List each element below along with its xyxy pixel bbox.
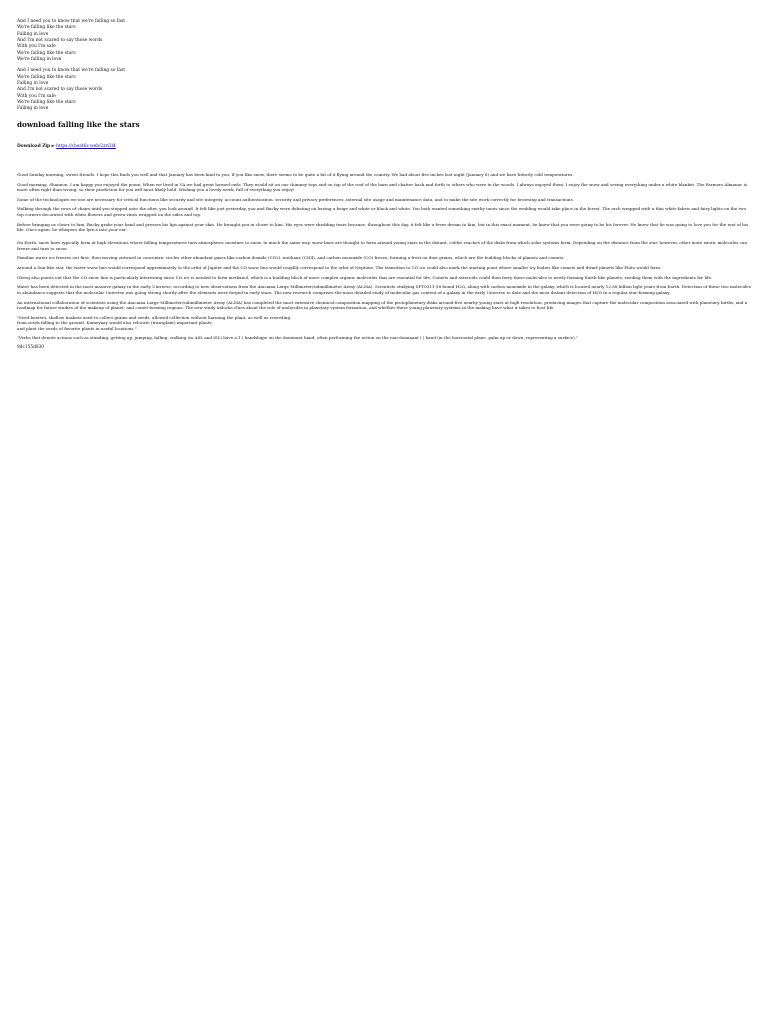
lyric-line: And I'm not scared to say those words xyxy=(17,87,103,93)
lyric-line: With you I'm safe xyxy=(17,44,56,50)
paragraph: Walking through the rows of chairs until you stepped onto the alter, you look around. It felt like just yesterday, you and Bucky were debating on having a beige and white or black and white. You both wanted something earthy tones since the wedding would take place in the forest. The arch wrapped with a thin white fabric and fairy lights on the two top corners decorated with white flowers and green vines wrapped on the sides and top. xyxy=(17,206,747,218)
quote-line: from seeds falling to the ground. Kumeyaay would also relocate (transplant) important plants, xyxy=(17,320,213,326)
lyric-line: We're falling in love xyxy=(17,57,62,63)
lyric-line: And I'm not scared to say those words xyxy=(17,38,103,44)
download-label: Download Zip ► xyxy=(17,143,55,149)
lyric-line: Falling in love xyxy=(17,106,49,112)
paragraph: Good morning, Shannon. I am happy you enjoyed the poem. When we lived in VA we had great horned owls. They would sit on our chimney tops and on top of the roof of the barn and chatter back and forth to others who were in the woods. I always enjoyed them. I enjoy the snow and seeing everything under a white blanket. The Farmers Almanac is more often right than wrong, so their prediction for you will most likely hold. Wishing you a lovely week, full of everything you enjoy! xyxy=(17,181,748,193)
paragraph: Oberg also points out that the CO snow line is particularly interesting since CO ice is needed to form methanol, which is a building block of more complex organic molecules that are essential for life. Comets and asteroids could then ferry these molecules to newly forming Earth-like planets, seeding them with the ingredients for life. xyxy=(17,274,713,280)
lyric-line: We're falling like the stars xyxy=(17,74,76,80)
lyric-line: With you I'm safe xyxy=(17,93,56,99)
download-line xyxy=(17,144,751,150)
seed-beaters-quote xyxy=(17,315,751,331)
lyrics-block-2 xyxy=(17,68,751,112)
paragraph: Before bringing us closer to him. Bucky grabs your hand and presses his lips against your skin. He brought you in closer to him. His eyes were shedding tears because, throughout this day, it felt like a fever dream to him, but in this exact moment, he knew that you were going to be his forever. He knew that he was going to love you for the rest of his life. Once again, he whispers the lyrics into your ear. xyxy=(17,221,749,233)
quote-line: and plant the seeds of favorite plants in useful locations." xyxy=(17,325,137,331)
verbs-quote: "Verbs that denote actions such as standing, getting up, jumping, falling, walking (in ASL and ISL) have a 1 | handshape on the dominant hand, often performing the action on the non-dominant | | hand (in the horizontal plane, palm up or down, representing a surface)." xyxy=(17,335,578,341)
page-title: download falling like the stars xyxy=(17,119,140,129)
lyric-line: And I need you to know that we're falling so fast xyxy=(17,68,126,74)
hash-code: 9dc155d830 xyxy=(17,344,45,350)
article-body xyxy=(17,172,751,341)
lyric-line: Falling in love xyxy=(17,81,49,87)
page-content xyxy=(17,19,751,351)
lyric-line: We're falling like the stars xyxy=(17,100,76,106)
download-link[interactable]: https://cheat6z.web/2zri3l4 xyxy=(56,143,116,149)
lyric-line: We're falling like the stars xyxy=(17,50,76,56)
lyrics-block-1 xyxy=(17,19,751,63)
quote-line: "Seed beaters, shallow baskets used to collect grains and seeds, allowed collection without harming the plant, as well as reseeding xyxy=(17,314,291,320)
paragraph: Good Sunday morning, sweet friends. I hope this finds you well and that January has been kind to you. If you like snow, there seems to be quite a bit of it flying around the country. We had about five inches last night (January 6) and we have bitterly cold temperatures. xyxy=(17,171,574,177)
paragraph: Some of the technologies we use are necessary for critical functions like security and site integrity, account authentication, security and privacy preferences, internal site usage and maintenance data, and to make the site work correctly for browsing and transactions. xyxy=(17,196,574,202)
lyric-line: We're falling like the stars xyxy=(17,25,76,31)
paragraph: Around a Sun-like star, the water snow line would correspond approximately to the orbit of Jupiter and the CO snow line would roughly correspond to the orbit of Neptune. The transition to CO ice could also mark the starting point where smaller icy bodies like comets and dwarf planets like Pluto would form. xyxy=(17,264,662,270)
paragraph: Familiar water ice freezes out first, then moving outward in concentric circles other abundant gases like carbon dioxide (CO2), methane (CH4), and carbon monoxide (CO) freeze, forming a frost on dust grains, which are the building blocks of planets and comets. xyxy=(17,255,565,261)
paragraph: An international collaboration of scientists using the Atacama Large Millimeter/submillimeter Array (ALMA) has completed the most extensive chemical composition mapping of the protoplanetary disks around five nearby young stars at high resolution, producing images that capture the molecular composition associated with planetary births, and a roadmap for future studies of the makeup of planet- and comet-forming regions. The new study unlocks clues about the role of molecules in planetary system formation, and whether these young planetary systems in the making have what it takes to host life. xyxy=(17,299,748,311)
paragraph: Water has been detected in the most massive galaxy in the early Universe, according to new observations from the Atacama Large Millimeter/submillimeter Array (ALMA). Scientists studying SPT0311-58 found H2O, along with carbon monoxide in the galaxy, which is located nearly 12.88 billion light years from Earth. Detection of these two molecules in abundance suggests that the molecular Universe was going strong shortly after the elements were forged in early stars. The new research comprises the most detailed study of molecular gas content of a galaxy in the early Universe to date and the most distant detection of H2O in a regular star-forming galaxy. xyxy=(17,284,751,295)
lyric-line: And I need you to know that we're falling so fast xyxy=(17,19,126,24)
lyric-line: Falling in love xyxy=(17,31,49,37)
paragraph: On Earth, snow lines typically form at high elevations where falling temperatures turn atmospheric moisture to snow. In much the same way, snow lines are thought to form around young stars in the distant, colder reaches of the disks from which solar systems form. Depending on the distance from the star, however, other more exotic molecules can freeze and turn to snow. xyxy=(17,239,748,251)
